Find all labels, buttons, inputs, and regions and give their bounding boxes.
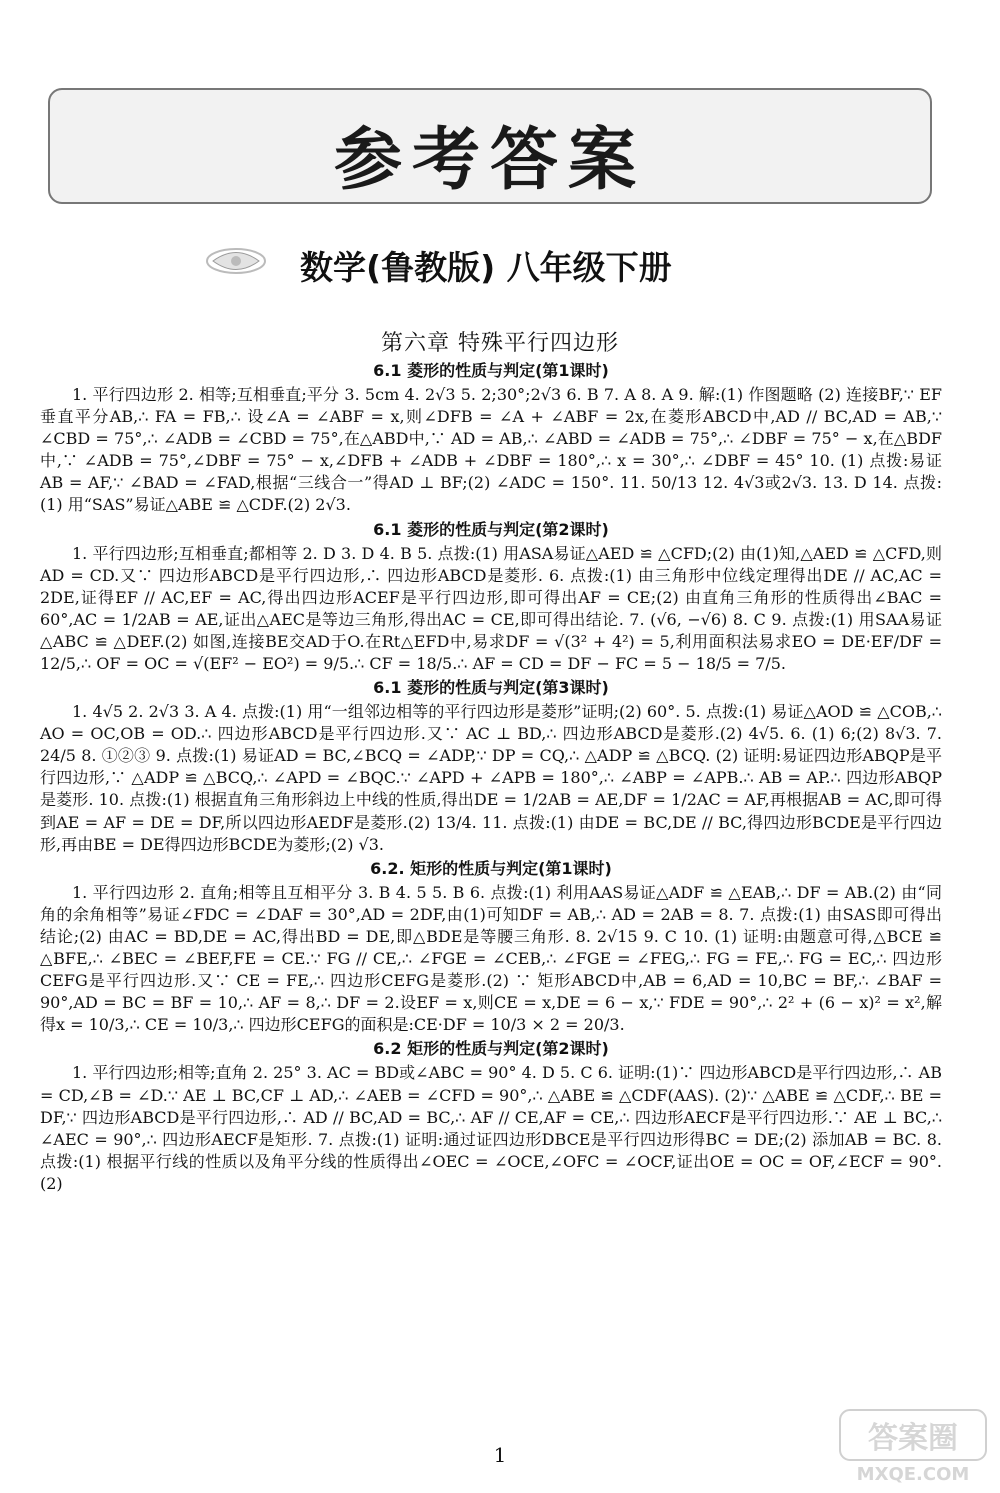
section-body: 1. 平行四边形;互相垂直;都相等 2. D 3. D 4. B 5. 点拨:(1) 用ASA易证△AED ≌ △CFD;(2) 由(1)知,△AED ≌ △CFD,则AD = CD.又∵ 四边形ABCD是平行四边形,∴ 四边形ABCD是菱形. 6. 点拨:(1) 由三角形中位线定理得出DE // AC,AC = 2DE,证得EF // AC,EF = AC,得出四边形ACEF是平行四边形,即可得出AF = CE;(2) 由直角三角形的性质得出∠BAC = 60°,AC = 1/2AB = AE,证出△AEC是等边三角形,得出AC = CE,即可得出结论. 7. (√6, −√6) 8. C 9. 点拨:(1) 用SAA易证△ABC ≌ △DEF.(2) 如图,连接BE交AD于O.在Rt△EFD中,易求DF = √(3² + 4²) = 5,利用面积法易求EO = DE·EF/DF = 12/5,∴ OF = OC = √(EF² − EO²) = 9/5.∴ CF = 18/5.∴ AF = CD = DF − FC = 5 − 18/5 = 7/5. <box>40 543 942 674</box>
watermark-logo-icon <box>838 1408 988 1488</box>
answer-content <box>40 358 942 1195</box>
ornament-icon <box>205 246 267 276</box>
section-body: 1. 4√5 2. 2√3 3. A 4. 点拨:(1) 用“一组邻边相等的平行四边形是菱形”证明;(2) 60°. 5. 点拨:(1) 易证△AOD ≌ △COB,∴ AO = OC,OB = OD.∴ 四边形ABCD是平行四边形.又∵ AC ⊥ BD,∴ 四边形ABCD是菱形.(2) 4√5. 6. (1) 6;(2) 8√3. 7. 24/5 8. ①②③ 9. 点拨:(1) 易证AD = BC,∠BCQ = ∠ADP,∵ DP = CQ,∴ △ADP ≌ △BCQ. (2) 证明:易证四边形ABQP是平行四边形,∵ △ADP ≌ △BCQ,∴ ∠APD = ∠BQC.∵ ∠APD + ∠APB = 180°,∴ ∠ABP = ∠APB.∴ AB = AP.∴ 四边形ABQP是菱形. 10. 点拨:(1) 根据直角三角形斜边上中线的性质,得出DE = 1/2AB = AE,DF = 1/2AC = AF,再根据AB = AC,即可得到AE = AF = DE = DF,所以四边形AEDF是菱形.(2) 13/4. 11. 点拨:(1) 由DE = BC,DE // BC,得四边形BCDE是平行四边形,再由BE = DE得四边形BCDE为菱形;(2) √3. <box>40 702 942 854</box>
watermark-site: MXQE.COM <box>856 1464 970 1485</box>
section-heading: 6.2. 矩形的性质与判定(第1课时) <box>370 858 612 878</box>
section-6-1-lesson-3 <box>40 677 942 856</box>
section-body: 1. 平行四边形 2. 相等;互相垂直;平分 3. 5cm 4. 2√3 5. 2;30°;2√3 6. B 7. A 8. A 9. 解:(1) 作图题略 (2) 连接BF,∵ EF垂直平分AB,∴ FA = FB,∴ 设∠A = ∠ABF = x,则∠DFB = ∠A + ∠ABF = 2x,在菱形ABCD中,AD // BC,AD = AB,∵ ∠CBD = 75°,∴ ∠ADB = ∠CBD = 75°,在△ABD中,∵ AD = AB,∴ ∠ABD = ∠ADB = 75°,∴ ∠DBF = 75° − x,在△BDF中,∵ ∠ADB = 75°,∠DBF = 75° − x,∠DFB + ∠ADB + ∠DBF = 180°,∴ x = 30°,∴ ∠DBF = 45° 10. (1) 点拨:易证AB = AF,∵ ∠BAD = ∠FAD,根据“三线合一”得AD ⊥ BF;(2) ∠ADC = 150°. 11. 50/13 12. 4√3或2√3. 13. D 14. 点拨:(1) 用“SAS”易证△ABE ≌ △CDF.(2) 2√3. <box>40 385 942 515</box>
section-6-1-lesson-1 <box>40 360 942 517</box>
section-6-2-lesson-2 <box>40 1038 942 1195</box>
section-heading: 6.1 菱形的性质与判定(第1课时) <box>373 361 609 380</box>
title-banner <box>48 88 932 204</box>
section-6-1-lesson-2 <box>40 519 942 676</box>
banner-title: 参考答案 <box>333 121 646 200</box>
page-number: 1 <box>493 1443 507 1467</box>
section-heading: 6.1 菱形的性质与判定(第3课时) <box>373 678 609 698</box>
section-body: 1. 平行四边形 2. 直角;相等且互相平分 3. B 4. 5 5. B 6. 点拨:(1) 利用AAS易证△ADF ≌ △EAB,∴ DF = AB.(2) 由“同角的余角相等”易证∠FDC = ∠DAF = 30°,AD = 2DF,由(1)可知DF = AB,∴ AD = 2AB = 8. 7. 点拨:(1) 由SAS即可得出结论;(2) 由AC = BD,DE = AC,得出BD = DE,即△BDE是等腰三角形. 8. 2√15 9. C 10. (1) 证明:由题意可得,△BCE ≌ △BFE,∴ ∠BEC = ∠BEF,FE = CE.∵ FG // CE,∴ ∠FGE = ∠CEB,∴ ∠FGE = ∠FEG,∴ FG = FE,∴ FG = EC,∴ 四边形CEFG是平行四边形.又∵ CE = FE,∴ 四边形CEFG是菱形.(2) ∵ 矩形ABCD中,AB = 6,AD = 10,BC = BF,∴ ∠BAF = 90°,AD = BC = BF = 10,∴ AF = 8,∴ DF = 2.设EF = x,则CE = x,DE = 6 − x,∵ FDE = 90°,∴ 2² + (6 − x)² = x²,解得x = 10/3,∴ CE = 10/3,∴ 四边形CEFG的面积是:CE·DF = 10/3 × 2 = 20/3. <box>40 882 942 1035</box>
watermark-text: 答案圈 <box>868 1421 958 1456</box>
section-heading: 6.2 矩形的性质与判定(第2课时) <box>373 1039 609 1059</box>
section-6-2-lesson-1 <box>40 858 942 1037</box>
chapter-title: 第六章 特殊平行四边形 <box>381 331 619 356</box>
book-title: 数学(鲁教版) 八年级下册 <box>300 248 672 287</box>
section-body: 1. 平行四边形;相等;直角 2. 25° 3. AC = BD或∠ABC = 90° 4. D 5. C 6. 证明:(1)∵ 四边形ABCD是平行四边形,∴ AB = CD,∠B = ∠D.∵ AE ⊥ BC,CF ⊥ AD,∴ ∠AEB = ∠CFD = 90°,∴ △ABE ≌ △CDF(AAS). (2)∵ △ABE ≌ △CDF,∴ BE = DF,∵ 四边形ABCD是平行四边形,∴ AD // BC,AD = BC,∴ AF // CE,AF = CE,∴ 四边形AECF是平行四边形.∵ AE ⊥ BC,∴ ∠AEC = 90°,∴ 四边形AECF是矩形. 7. 点拨:(1) 证明:通过证四边形DBCE是平行四边形得BC = DE;(2) 添加AB = BC. 8. 点拨:(1) 根据平行线的性质以及角平分线的性质得出∠OEC = ∠OCE,∠OFC = ∠OCF,证出OE = OC = OF,∠ECF = 90°.(2) <box>40 1063 942 1193</box>
section-heading: 6.1 菱形的性质与判定(第2课时) <box>373 519 609 539</box>
